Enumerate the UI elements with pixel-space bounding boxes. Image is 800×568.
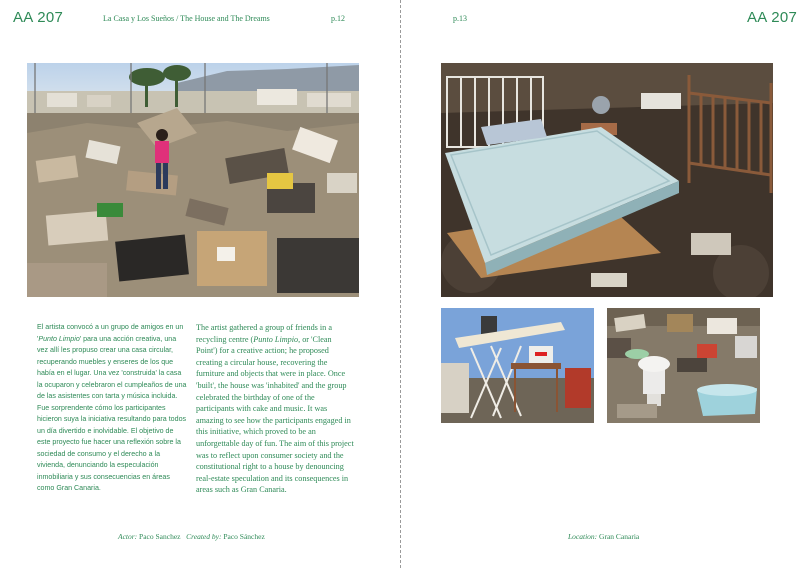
photo-landfill-woman [27,63,359,297]
body-text-spanish: El artista convocó a un grupo de amigos en un 'Punto Limpio' para una acción creativa, una vez allí les propuso crear una casa circular, recuperando muebles y enseres de los que había en el lugar. Una vez 'construida' la casa la ocuparon y celebraron el cumpleaños de una de las asistentes con tarta y música incluida. Fue sorprendente cómo los participantes hicieron suya la iniciativa resultando para todos un día divertido e inolvidable. El objetivo de este proyecto fue hacer una reflexión sobre la sociedad de consumo y el derecho a la vivienda, denunciando la especulación inmobiliaria y sus consecuencias en áreas como Gran Canaria. [37,323,187,492]
magazine-brand-left: AA 207 [13,9,64,26]
photo-chair-structure [441,308,594,423]
photo-mattress [441,63,773,297]
page-number-left: p.12 [331,14,345,23]
photo-toilet-landfill [607,308,760,423]
right-page [401,0,800,568]
body-text-english: The artist gathered a group of friends in a recycling centre (Punto Limpio, or 'Clean Point') for a creative action; he proposed creating a circular house, recovering the furniture and objects that were in place. Once 'built', the house was 'inhabited' and the group celebrated the birthday of one of the participants with cake and music. It was amazing to see how the participants engaged in this initiative, which proved to be an unforgettable day of fun. The aim of this project was to reflect upon consumer society and the constitutional right to a house by denouncing real-estate speculation and its consequences in areas such as Gran Canaria. [196,323,354,495]
credits-line: Actor: Paco Sanchez Created by: Paco Sánchez [118,532,265,541]
magazine-brand-right: AA 207 [747,9,798,26]
running-title: La Casa y Los Sueños / The House and The Dreams [103,14,270,23]
location-line: Location: Gran Canaria [568,532,640,541]
page-number-right: p.13 [453,14,467,23]
